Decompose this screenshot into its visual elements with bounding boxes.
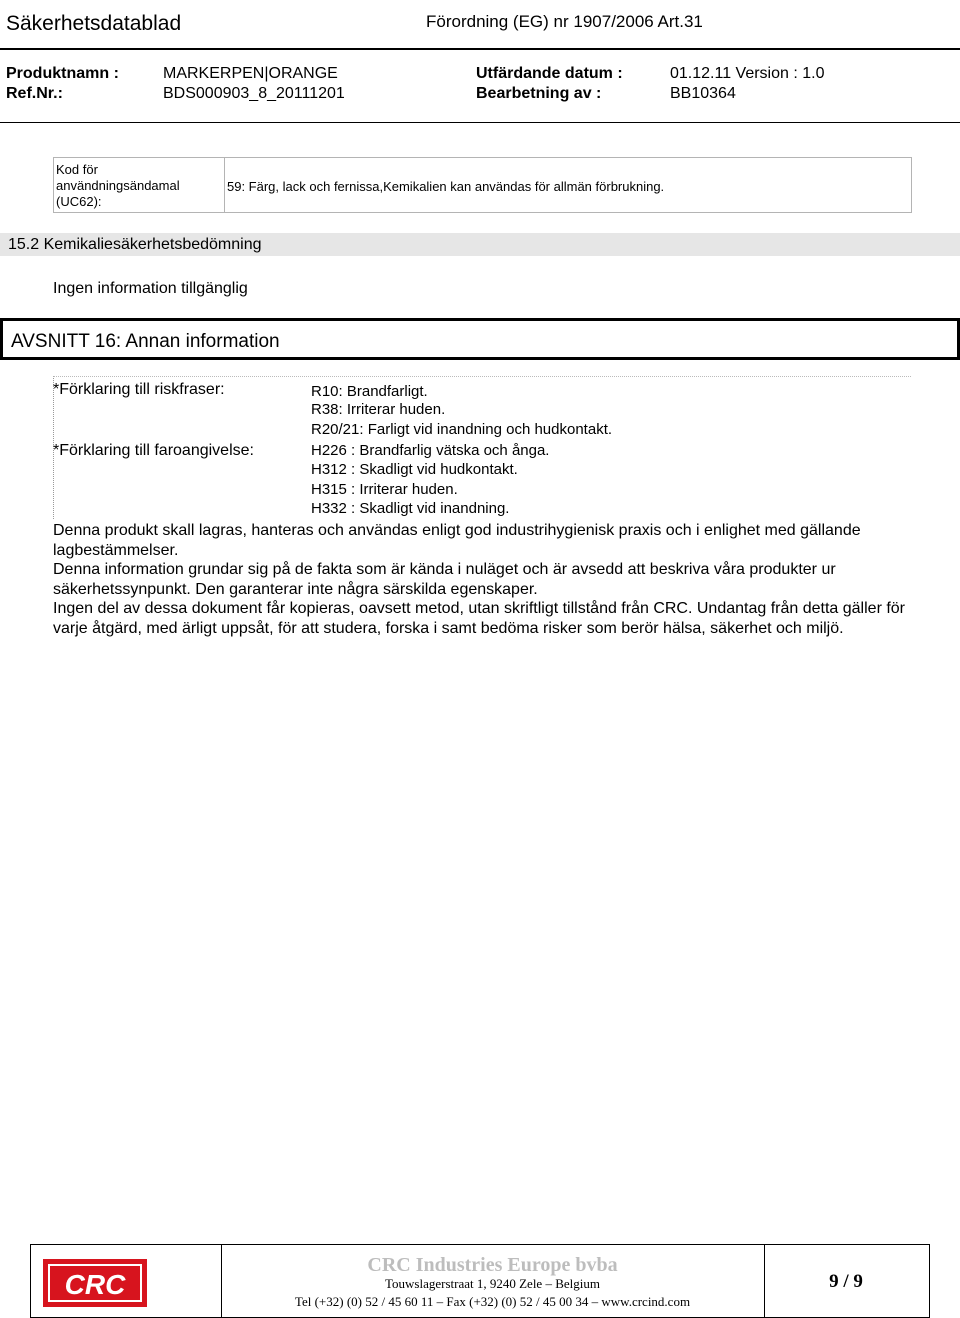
company-address: Touwslagerstraat 1, 9240 Zele – Belgium <box>385 1276 600 1291</box>
page-footer <box>30 1244 930 1318</box>
section-15-2-title: 15.2 Kemikaliesäkerhetsbedömning <box>8 236 262 253</box>
issue-date-value: 01.12.11 Version : 1.0 <box>670 65 825 82</box>
risk-phrases-label: *Förklaring till riskfraser: <box>53 381 225 398</box>
section-16-title: AVSNITT 16: Annan information <box>11 331 280 352</box>
crc-logo-text: CRC <box>64 1269 126 1300</box>
regulation-reference: Förordning (EG) nr 1907/2006 Art.31 <box>426 12 703 31</box>
crc-logo <box>43 1259 147 1307</box>
risk-phrase-item: R10: Brandfarligt. <box>311 383 428 400</box>
hazard-statements-label: *Förklaring till faroangivelse: <box>53 442 254 459</box>
use-code-divider <box>224 158 225 212</box>
product-name-label: Produktnamn : <box>6 65 119 82</box>
company-contact: Tel (+32) (0) 52 / 45 60 11 – Fax (+32) (0) 52 / 45 00 34 – www.crcind.com <box>294 1294 691 1309</box>
ref-number-value: BDS000903_8_20111201 <box>163 85 345 102</box>
copyright-paragraph: Ingen del av dessa dokument får kopieras, oavsett metod, utan skriftligt tillstånd från CRC. Undantag från detta gäller för varje åtgärd, med ärligt uppsåt, för att studera, forska i samt bedöma risker som berör hälsa, säkerhet och miljö. <box>53 600 906 637</box>
use-code-box <box>53 157 912 213</box>
document-title: Säkerhetsdatablad <box>6 12 182 35</box>
section-15-2-text: Ingen information tillgänglig <box>53 280 248 297</box>
product-name-value: MARKERPEN|ORANGE <box>163 65 338 82</box>
risk-phrase-item: R38: Irriterar huden. <box>311 401 446 418</box>
hazard-statement-item: H312 : Skadligt vid hudkontakt. <box>311 461 518 478</box>
page-number: 9 / 9 <box>829 1271 863 1292</box>
company-name: CRC Industries Europe bvba <box>367 1254 618 1276</box>
hazard-statement-item: H226 : Brandfarlig vätska och ånga. <box>311 442 550 459</box>
use-code-value: 59: Färg, lack och fernissa,Kemikalien kan användas för allmän förbrukning. <box>227 179 665 194</box>
use-code-label: Kod för användningsändamal (UC62): <box>56 162 180 209</box>
edited-by-label: Bearbetning av : <box>476 85 602 102</box>
section-16-heading-box <box>0 318 960 360</box>
hazard-statement-item: H315 : Irriterar huden. <box>311 481 458 498</box>
issue-date-label: Utfärdande datum : <box>476 65 623 82</box>
risk-phrase-item: R20/21: Farligt vid inandning och hudkontakt. <box>311 421 613 438</box>
ref-number-label: Ref.Nr.: <box>6 85 63 102</box>
storage-paragraph: Denna produkt skall lagras, hanteras och användas enligt god industrihygienisk praxis och i enlighet med gällande lagbestämmelser. <box>53 522 861 559</box>
header-divider <box>0 48 960 50</box>
hazard-statement-item: H332 : Skadligt vid inandning. <box>311 500 510 517</box>
header-bottom-divider <box>0 122 960 123</box>
disclaimer-paragraph: Denna information grundar sig på de fakta som är kända i nuläget och är avsedd att beskriva våra produkter ur säkerhetssynpunkt. Den garanterar inte några särskilda egenskaper. <box>53 561 836 598</box>
edited-by-value: BB10364 <box>670 85 736 102</box>
